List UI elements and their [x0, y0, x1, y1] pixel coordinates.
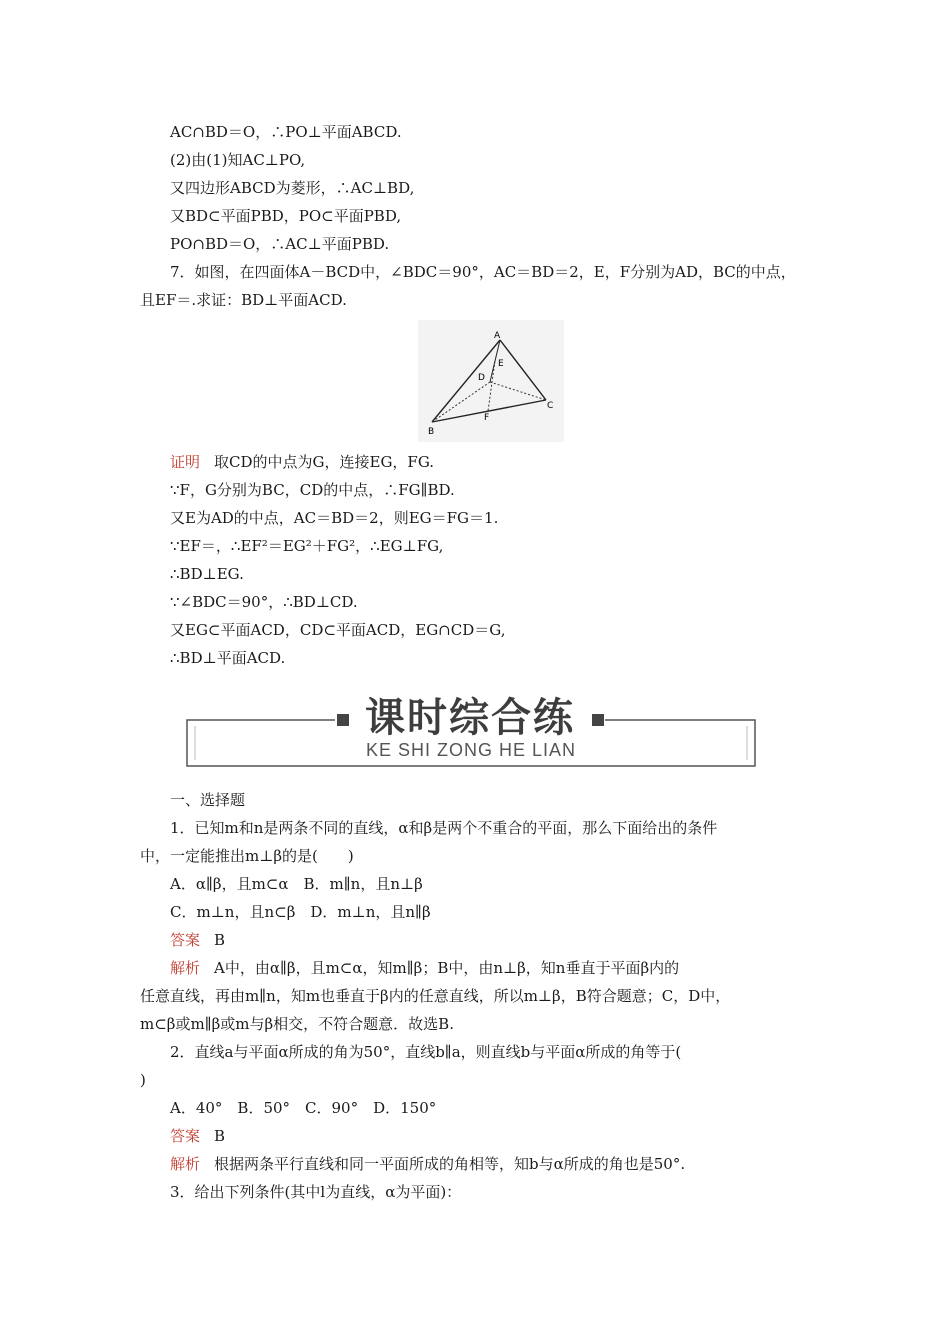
banner-right-square — [592, 714, 604, 726]
q2-line-1: 2．直线a与平面α所成的角为50°，直线b∥a，则直线b与平面α所成的角等于( — [170, 1043, 682, 1061]
analysis-tag: 解析 — [170, 959, 201, 977]
line-2: (2)由(1)知AC⊥PO, — [170, 151, 306, 169]
q3-line: 3．给出下列条件(其中l为直线，α为平面)： — [170, 1183, 462, 1201]
proof-text: 取CD的中点为G，连接EG，FG. — [214, 453, 435, 471]
q2-analysis — [0, 1150, 950, 1178]
analysis-text: 根据两条平行直线和同一平面所成的角相等，知b与α所成的角也是50°. — [214, 1155, 686, 1173]
answer-value: B — [214, 1127, 226, 1145]
analysis-text: A中，由α∥β，且m⊂α，知m∥β；B中，由n⊥β，知n垂直于平面β内的 — [214, 959, 680, 977]
q1-analysis-2: 任意直线，再由m∥n，知m也垂直于β内的任意直线，所以m⊥β，B符合题意；C，D中， — [140, 987, 731, 1005]
section-heading: 一、选择题 — [170, 791, 246, 809]
answer-value: B — [214, 931, 226, 949]
line-1: AC∩BD＝O，∴PO⊥平面ABCD. — [170, 123, 402, 141]
label-B: B — [428, 427, 435, 437]
proof-line-3: 又E为AD的中点，AC＝BD＝2，则EG＝FG＝1. — [170, 509, 499, 527]
banner-title: 课时综合练 — [365, 695, 575, 741]
label-A: A — [494, 331, 501, 341]
label-F: F — [484, 413, 490, 423]
label-D: D — [478, 373, 485, 383]
proof-line-7: 又EG⊂平面ACD，CD⊂平面ACD，EG∩CD＝G, — [170, 621, 506, 639]
proof-line-6: ∵∠BDC＝90°，∴BD⊥CD. — [170, 593, 358, 611]
q1-analysis-1 — [0, 954, 950, 982]
tetrahedron-figure — [418, 320, 564, 442]
q1-options-1: A．α∥β，且m⊂α B．m∥n，且n⊥β — [170, 875, 423, 893]
line-3: 又四边形ABCD为菱形，∴AC⊥BD, — [170, 179, 415, 197]
answer-tag: 答案 — [170, 931, 201, 949]
q1-analysis-3: m⊂β或m∥β或m与β相交，不符合题意．故选B. — [140, 1015, 454, 1033]
analysis-tag: 解析 — [170, 1155, 201, 1173]
q2-options: A．40° B．50° C．90° D．150° — [170, 1099, 437, 1117]
q2-answer — [0, 1122, 950, 1150]
proof-line-4: ∵EF＝，∴EF²＝EG²＋FG²，∴EG⊥FG, — [170, 537, 444, 555]
answer-tag: 答案 — [170, 1127, 201, 1145]
q1-line-1: 1．已知m和n是两条不同的直线，α和β是两个不重合的平面，那么下面给出的条件 — [170, 819, 718, 837]
q1-answer — [0, 926, 950, 954]
line-5: PO∩BD＝O，∴AC⊥平面PBD. — [170, 235, 390, 253]
banner-left-square — [337, 714, 349, 726]
q1-options-2: C．m⊥n，且n⊂β D．m⊥n，且n∥β — [170, 903, 431, 921]
problem-7-line-1: 7．如图，在四面体A－BCD中，∠BDC＝90°，AC＝BD＝2，E，F分别为AD，BC的中点， — [170, 263, 796, 281]
proof-line-1 — [0, 448, 950, 476]
q2-line-2: ) — [140, 1071, 146, 1089]
proof-tag: 证明 — [170, 453, 201, 471]
line-4: 又BD⊂平面PBD，PO⊂平面PBD, — [170, 207, 402, 225]
proof-line-8: ∴BD⊥平面ACD. — [170, 649, 286, 667]
label-E: E — [498, 359, 504, 369]
problem-7-line-2: 且EF＝.求证：BD⊥平面ACD. — [140, 291, 347, 309]
label-C: C — [547, 401, 554, 411]
q1-line-2: 中，一定能推出m⊥β的是( ) — [140, 847, 354, 865]
banner-subtitle: KE SHI ZONG HE LIAN — [365, 740, 577, 760]
proof-line-5: ∴BD⊥EG. — [170, 565, 244, 583]
proof-line-2: ∵F，G分别为BC，CD的中点，∴FG∥BD. — [170, 481, 455, 499]
